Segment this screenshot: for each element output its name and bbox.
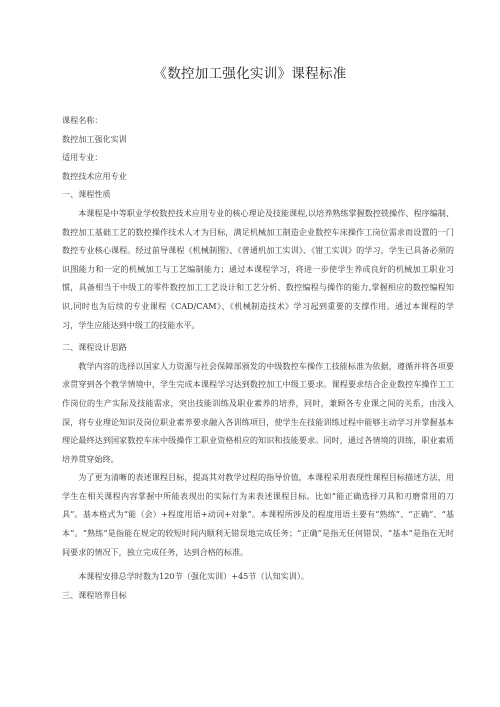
section-heading-goals: 三、课程培养目标 [62,589,127,600]
course-name-value: 数控加工强化实训 [62,133,127,144]
section-heading-design: 二、课程设计思路 [62,342,127,353]
section-nature-paragraph: 本课程是中等职业学校数控技术应用专业的核心理论及技能课程,以培养熟练掌握数控铣操作、程序编制、数控加工基础工艺的数控操作技术人才为目标，满足机械加工制造企业数控车床操作工岗位需求而设置的一门数控专业核心课程。经过前导课程《机械制图》、《普通机加工实训》、《钳工实训》的学习，学生已具备必须的识图能力和一定的机械加工与工艺编制能力；通过本课程学习，将进一步使学生养成良好的机械加工职业习惯，具备相当于中级工的零件数控加工工艺设计和工艺分析、数控编程与操作的能力,掌握相应的数控编程知识,同时也为后续的专业课程《CAD/CAM》、《机械制造技术》学习起到重要的支撑作用。通过本课程的学习，学生应能达到中级工的技能水平。 [62,207,454,330]
document-title: 《数控加工强化实训》课程标准 [153,66,347,82]
section-heading-nature: 一、课程性质 [62,189,111,200]
major-value: 数控技术应用专业 [62,170,127,181]
section-design-paragraph-3: 本课程安排总学时数为120节（强化实训）+45节（认知实训）。 [78,571,310,582]
course-name-label: 课程名称： [62,115,103,125]
section-design-paragraph-2: 为了更为清晰的表述课程目标，提高其对教学过程的指导价值，本课程采用表现性课程目标描述方法，用学生在相关课程内容掌握中所能表现出的实际行为来表述课程目标。比如“能正确选择刀具和刃磨常用的刀具”。基本格式为“能（会）+程度用语+动词+对象”。本课程所涉及的程度用语主要有“熟练”、“正确”、“基本”。“熟练”是指能在规定的较短时间内顺利无错误地完成任务；“正确”是指无任何错误，“基本”是指在无时间要求的情况下，独立完成任务，达到合格的标准。 [62,472,454,557]
major-label: 适用专业： [62,152,103,163]
section-design-paragraph-1: 教学内容的选择以国家人力资源与社会保障部颁发的中级数控车操作工技能标准为依据，遵循并将各项要求贯穿到各个教学情境中，学生完成本课程学习达到数控加工中级工要求。课程要求结合企业数控车操作工工作岗位的生产实际及技能需求，突出技能训练及职业素养的培养，同时，兼顾各专业课之间的关系，由浅入深，将专业理论知识及岗位职业素养要求融入各训练项目，使学生在技能训练过程中能够主动学习并掌握基本理论最终达到国家数控车床中级操作工职业资格相应的知识和技能要求。同时，通过各情境的训练，职业素质培养贯穿始终。 [62,360,454,464]
document-body [62,111,454,604]
